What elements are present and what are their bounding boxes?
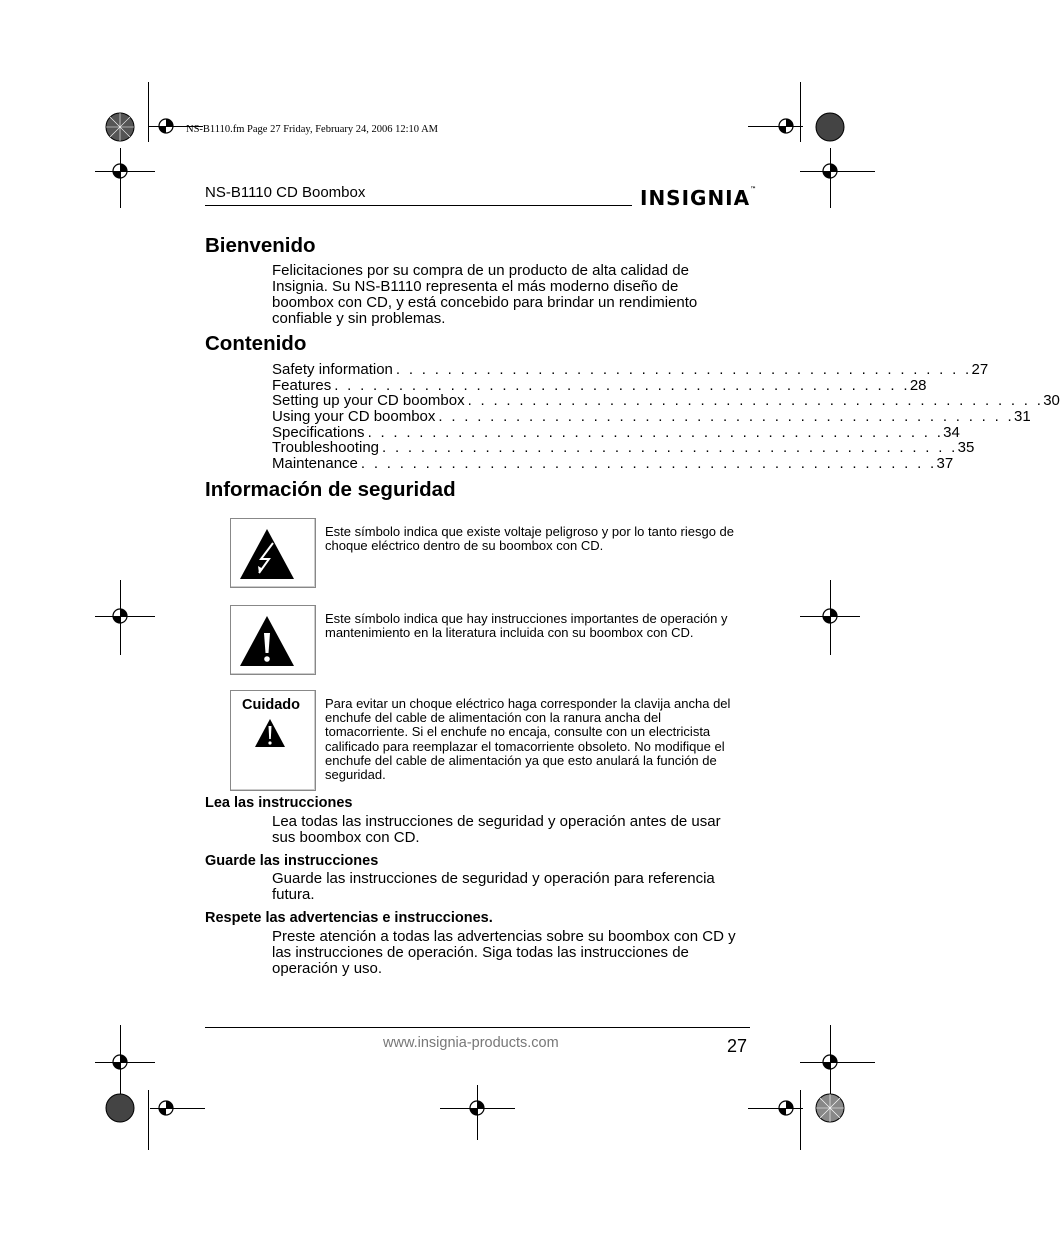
read-instructions-body: Lea todas las instrucciones de seguridad y operación antes de usar sus boombox con CD. bbox=[272, 813, 721, 846]
lightning-warning-box bbox=[230, 518, 316, 588]
exclamation-warning-icon bbox=[231, 606, 315, 674]
welcome-heading: Bienvenido bbox=[205, 234, 316, 257]
header-title: NS-B1110 CD Boombox bbox=[205, 184, 366, 201]
caution-text: Para evitar un choque eléctrico haga corresponder la clavija ancha del enchufe del cable de alimentación con la ranura ancha del tomacorriente. Si el enchufe no encaja, consulte con un electricista calificado para reemplazar el tomacorriente obsoleto. No modifique el enchufe del cable de alimentación ya que esto anulará la función de seguridad. bbox=[325, 696, 731, 783]
toc-row[interactable]: Setting up your CD boombox . . . . . . . . . . . . . . . . . . . . . . . . . . . . . . . . . . . . . . . . . . . . . 30 bbox=[272, 392, 1060, 410]
footer-url[interactable]: www.insignia-products.com bbox=[383, 1035, 559, 1051]
keep-instructions-heading: Guarde las instrucciones bbox=[205, 853, 379, 869]
page-number: 27 bbox=[727, 1036, 748, 1056]
lightning-warning-icon bbox=[231, 519, 315, 587]
toc-row[interactable]: Troubleshooting . . . . . . . . . . . . . . . . . . . . . . . . . . . . . . . . . . . . . . . . . . . . . 35 bbox=[272, 439, 975, 457]
exclamation-warning-box bbox=[230, 605, 316, 675]
keep-instructions-body: Guarde las instrucciones de seguridad y operación para referencia futura. bbox=[272, 870, 715, 903]
exclamation-warning-text: Este símbolo indica que hay instrucciones importantes de operación y mantenimiento en la literatura incluida con su boombox con CD. bbox=[325, 611, 728, 641]
safety-heading: Información de seguridad bbox=[205, 478, 456, 501]
toc-row[interactable]: Features . . . . . . . . . . . . . . . . . . . . . . . . . . . . . . . . . . . . . . . . . . . . . 28 bbox=[272, 376, 927, 394]
toc-row[interactable]: Safety information . . . . . . . . . . . . . . . . . . . . . . . . . . . . . . . . . . . . . . . . . . . . . 27 bbox=[272, 361, 989, 378]
toc-row[interactable]: Specifications . . . . . . . . . . . . . . . . . . . . . . . . . . . . . . . . . . . . . . . . . . . . . 34 bbox=[272, 423, 960, 441]
contents-heading: Contenido bbox=[205, 332, 307, 355]
table-of-contents bbox=[272, 361, 1060, 473]
header-rule bbox=[205, 205, 632, 206]
print-slug: NS-B1110.fm Page 27 Friday, February 24, 2006 12:10 AM bbox=[186, 124, 438, 135]
caution-label: Cuidado bbox=[242, 697, 300, 713]
footer-rule bbox=[205, 1027, 750, 1028]
heed-warnings-heading: Respete las advertencias e instrucciones. bbox=[205, 910, 493, 926]
lightning-warning-text: Este símbolo indica que existe voltaje peligroso y por lo tanto riesgo de choque eléctrico dentro de su boombox con CD. bbox=[325, 524, 735, 554]
insignia-logo: INSIGNIA™ bbox=[640, 186, 758, 210]
welcome-body: Felicitaciones por su compra de un producto de alta calidad de Insignia. Su NS-B1110 representa el más moderno diseño de boombox con CD, y está concebido para brindar un rendimiento confiable y sin problemas. bbox=[272, 262, 698, 327]
read-instructions-heading: Lea las instrucciones bbox=[205, 795, 353, 811]
caution-icon bbox=[231, 691, 315, 790]
heed-warnings-body: Preste atención a todas las advertencias sobre su boombox con CD y las instrucciones de operación. Siga todas las instrucciones de operación y uso. bbox=[272, 928, 736, 977]
caution-box bbox=[230, 690, 316, 791]
toc-row[interactable]: Using your CD boombox . . . . . . . . . . . . . . . . . . . . . . . . . . . . . . . . . . . . . . . . . . . . . 31 bbox=[272, 408, 1031, 426]
toc-row[interactable]: Maintenance . . . . . . . . . . . . . . . . . . . . . . . . . . . . . . . . . . . . . . . . . . . . . 37 bbox=[272, 455, 954, 473]
